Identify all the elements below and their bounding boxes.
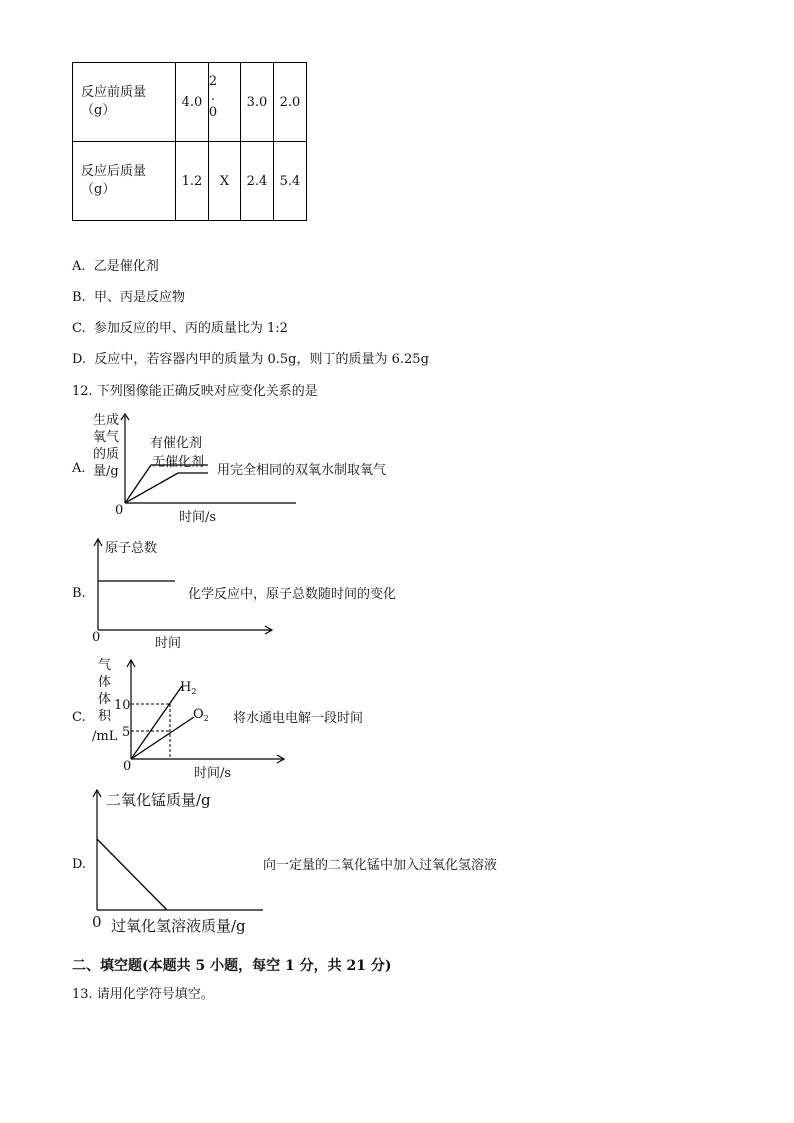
y-axis-label: 二氧化锰质量/g — [106, 791, 211, 809]
option-key: C. — [72, 321, 86, 336]
o2-label — [193, 707, 209, 723]
tick-10: 10 — [114, 698, 131, 713]
origin-label: 0 — [115, 503, 124, 518]
mass-table — [72, 62, 307, 221]
row-label — [73, 63, 176, 142]
table-cell: 2.0 — [274, 63, 307, 142]
x-axis-label: 过氧化氢溶液质量/g — [111, 917, 246, 935]
y-label-line: 的质 — [93, 447, 120, 462]
table-cell: 2.4 — [241, 142, 274, 221]
graph-description: 向一定量的二氧化锰中加入过氧化氢溶液 — [263, 858, 498, 873]
row-label-line2: （g） — [81, 103, 116, 118]
graph-a — [88, 410, 408, 528]
q12-option-a-key: A. — [72, 461, 86, 476]
q12-option-c-key: C. — [72, 710, 86, 725]
graph-c — [88, 655, 388, 781]
y-label-line: 体 — [98, 675, 112, 690]
digit: 2 — [208, 74, 218, 89]
option-text: 反应中，若容器内甲的质量为 0.5g，则丁的质量为 6.25g — [94, 352, 429, 367]
option-c — [72, 321, 288, 337]
table-row — [73, 63, 307, 142]
y-axis-label: 原子总数 — [105, 541, 158, 556]
x-axis-label: 时间 — [155, 636, 182, 651]
h-symbol: H — [180, 680, 192, 695]
option-b — [72, 290, 185, 306]
y-label-line: /mL — [92, 729, 118, 744]
graph-b — [88, 536, 428, 652]
origin-label: 0 — [123, 759, 132, 774]
row-label-line2: （g） — [81, 182, 116, 197]
o2-line — [131, 717, 194, 759]
option-text: 乙是催化剂 — [93, 259, 159, 274]
option-text: 参加反应的甲、丙的质量比为 1:2 — [93, 321, 288, 336]
option-key: A. — [72, 259, 86, 274]
h2-line — [131, 686, 182, 759]
digit: 0 — [208, 105, 218, 120]
tick-5: 5 — [122, 725, 131, 740]
graph-d — [88, 785, 528, 935]
section-title: 二、填空题(本题共 5 小题，每空 1 分，共 21 分) — [72, 958, 392, 974]
row-label-line1: 反应后质量 — [81, 164, 147, 179]
y-label-line: 生成 — [93, 413, 120, 428]
graph-description: 用完全相同的双氧水制取氧气 — [217, 463, 387, 478]
subscript: 2 — [203, 714, 209, 723]
row-label-line1: 反应前质量 — [81, 85, 147, 100]
option-a — [72, 259, 159, 275]
graph-description: 化学反应中，原子总数随时间的变化 — [188, 587, 397, 602]
table-cell: 5.4 — [274, 142, 307, 221]
option-key: B. — [72, 290, 86, 305]
table-cell: 4.0 — [176, 63, 209, 142]
graph-description: 将水通电电解一段时间 — [233, 711, 364, 726]
option-text: 甲、丙是反应物 — [93, 290, 185, 305]
table-row — [73, 142, 307, 221]
mno2-line — [97, 839, 167, 910]
y-label-line: 氧气 — [93, 430, 120, 445]
curve-with-catalyst — [125, 465, 208, 503]
curve-without-catalyst — [125, 473, 208, 503]
x-axis-label: 时间/s — [194, 766, 232, 781]
origin-label: 0 — [92, 913, 102, 931]
q12-option-b-key: B. — [72, 586, 86, 601]
table-cell-broken-value — [206, 71, 220, 123]
y-label-line: 体 — [98, 692, 112, 707]
subscript: 2 — [191, 687, 197, 696]
x-axis-label: 时间/s — [179, 510, 217, 525]
digit: . — [210, 89, 216, 104]
y-label-line: 气 — [98, 658, 112, 673]
o-symbol: O — [193, 707, 204, 722]
table-cell: 3.0 — [241, 63, 274, 142]
question-12-stem: 12. 下列图像能正确反映对应变化关系的是 — [72, 384, 318, 399]
question-13-stem: 13. 请用化学符号填空。 — [72, 987, 214, 1002]
table-cell: 1.2 — [176, 142, 209, 221]
option-key: D. — [72, 352, 87, 367]
row-label — [73, 142, 176, 221]
h2-label — [180, 680, 196, 696]
y-label-line: 量/g — [93, 464, 119, 479]
origin-label: 0 — [92, 630, 101, 645]
y-label-line: 积 — [98, 709, 112, 724]
curve-label-no-catalyst: 无催化剂 — [152, 455, 205, 470]
option-d — [72, 352, 429, 368]
curve-label-catalyst: 有催化剂 — [150, 436, 203, 451]
table-cell: X — [209, 142, 241, 221]
q12-option-d-key: D. — [72, 857, 87, 872]
